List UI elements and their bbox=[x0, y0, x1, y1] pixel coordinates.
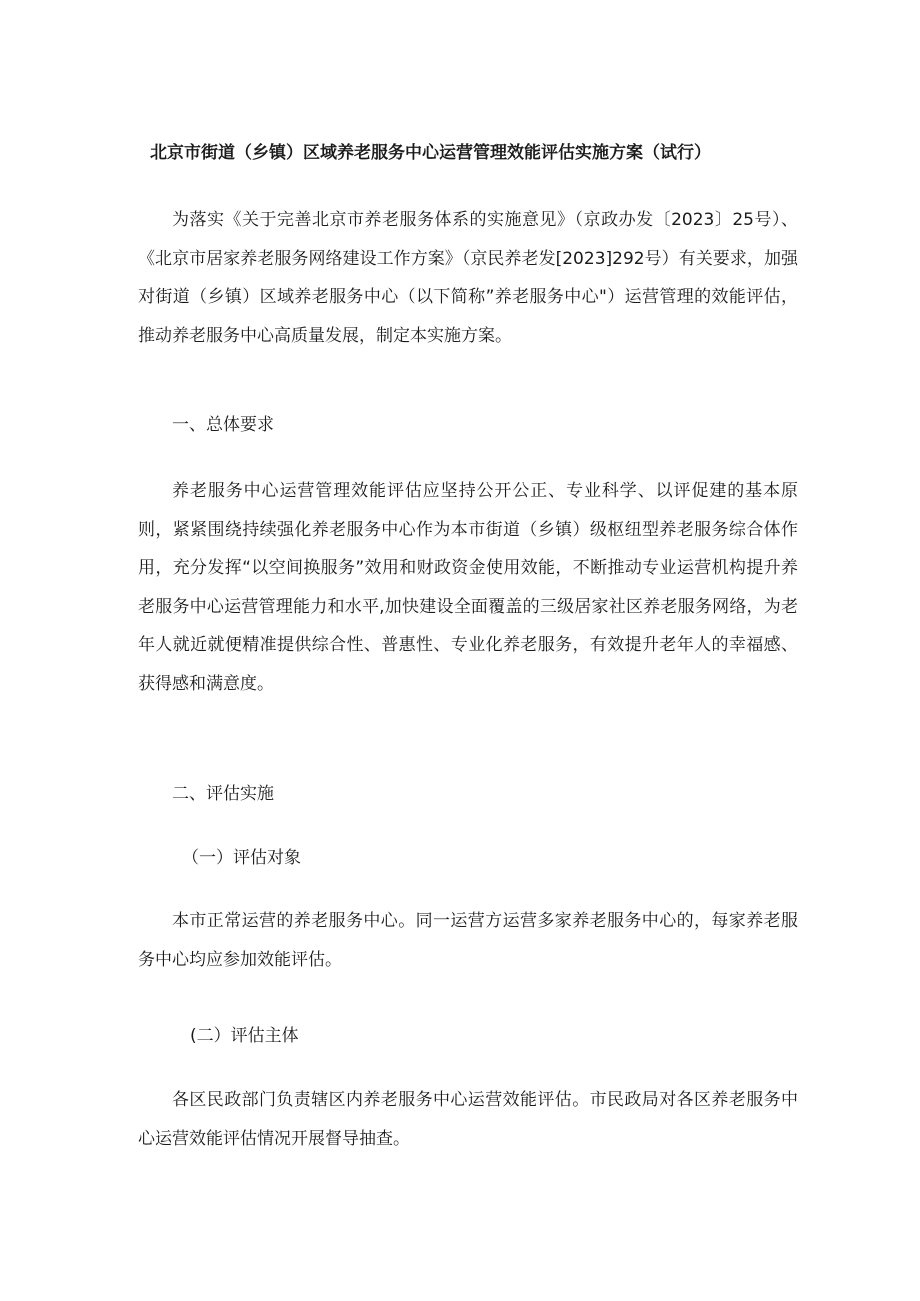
section-2-sub-1-body: 本市正常运营的养老服务中心。同一运营方运营多家养老服务中心的，每家养老服务中心均应参加效能评估。 bbox=[138, 911, 798, 970]
section-2-heading: 二、评估实施 bbox=[172, 784, 274, 804]
document-title: 北京市街道（乡镇）区域养老服务中心运营管理效能评估实施方案（试行） bbox=[150, 143, 711, 163]
section-1-body: 养老服务中心运营管理效能评估应坚持公开公正、专业科学、以评促建的基本原则，紧紧围绕持续强化养老服务中心作为本市街道（乡镇）级枢纽型养老服务综合体作用，充分发挥“以空间换服务”效用和财政资金使用效能，不断推动专业运营机构提升养老服务中心运营管理能力和水平,加快建设全面覆盖的三级居家社区养老服务网络，为老年人就近就便精准提供综合性、普惠性、专业化养老服务，有效提升老年人的幸福感、获得感和满意度。 bbox=[138, 481, 798, 694]
section-2-sub-1-heading: （一）评估对象 bbox=[182, 848, 301, 868]
intro-paragraph: 为落实《关于完善北京市养老服务体系的实施意见》（京政办发〔2023〕25号）、《北京市居家养老服务网络建设工作方案》（京民养老发[2023]292号）有关要求，加强对街道（乡镇）区域养老服务中心（以下简称”养老服务中心"）运营管理的效能评估，推动养老服务中心高质量发展，制定本实施方案。 bbox=[138, 210, 798, 346]
section-2-sub-2-body: 各区民政部门负责辖区内养老服务中心运营效能评估。市民政局对各区养老服务中心运营效能评估情况开展督导抽查。 bbox=[138, 1090, 798, 1149]
section-1-heading: 一、总体要求 bbox=[172, 415, 274, 435]
section-2-sub-2-heading: (二）评估主体 bbox=[190, 1026, 299, 1046]
